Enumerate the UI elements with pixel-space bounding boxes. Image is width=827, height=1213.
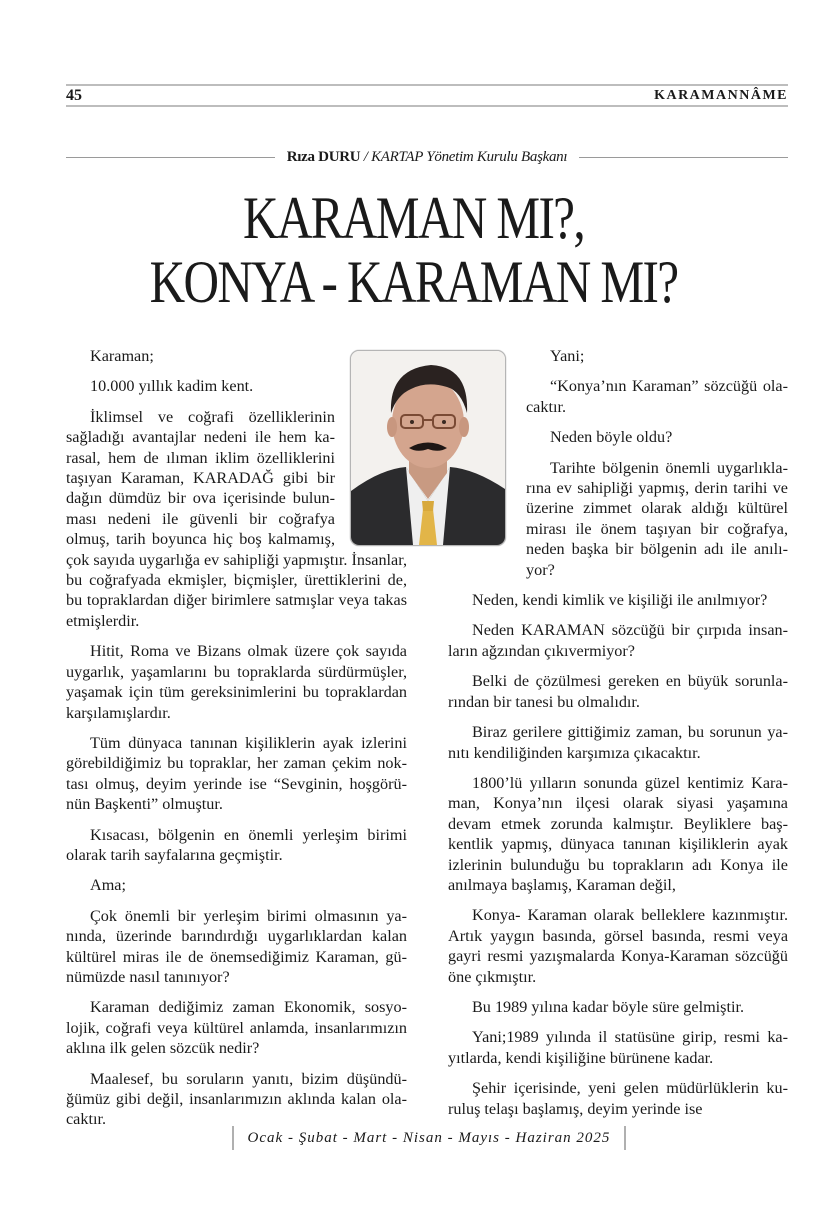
running-header <box>66 88 788 104</box>
title-line-2: KONYA - KARAMAN MI? <box>149 249 678 315</box>
photo-wrap-spacer <box>335 346 407 546</box>
paragraph: Tüm dünyaca tanınan kişiliklerin ayak izlerini görebildiğimiz bu topraklar, her zaman çekim noktası olmuş, deyim yerinde ise “Sevginin, hoşgörünün Başkenti” olmuştur. <box>66 733 407 814</box>
paragraph: Belki de çözülmesi gereken en büyük sorunlarından bir tanesi bu olmalıdır. <box>448 672 788 711</box>
paragraph: Hitit, Roma ve Bizans olmak üzere çok sayıda uygarlık, yaşamlarını bu topraklarda sürdürmüşler, yaşamak için tüm gereksinimlerini bu topraklardan karşılamışlardır. <box>66 642 407 722</box>
magazine-name: KARAMANNÂME <box>654 88 788 103</box>
paragraph: Tarihte bölgenin önemli uygarlıklarına ev sahipliği yapmış, derin tarihi ve üzerine zimmet olarak aldığı kültürel mirası ile önem taşıyan bir coğrafya, neden başka bir bölgenin adı ile anılıyor? <box>526 458 788 579</box>
paragraph: Ama; <box>90 876 126 895</box>
paragraph: Kısacası, bölgenin en önemli yerleşim birimi olarak tarih sayfalarına geçmiştir. <box>66 825 407 864</box>
paragraph: “Konya’nın Karaman” sözcüğü olacaktır. <box>526 377 788 416</box>
header-top-rule <box>66 84 788 86</box>
page-number: 45 <box>66 87 82 104</box>
paragraph: Karaman; <box>90 347 154 365</box>
paragraph: Yani;1989 yılında il statüsüne girip, resmi kayıtlarda, kendi kişiliğine bürünene kadar. <box>448 1028 788 1067</box>
paragraph: 1800’lü yılların sonunda güzel kentimiz Karaman, Konya’nın ilçesi olarak siyasi yaşamına devam etmek zorunda kalmıştır. Beyliklere başkentlik yapmış, dünyaca tanınan kişiliklerin ayak izlerinin bulunduğu bu toprakların adı Konya ile anılmaya başlamış, Karaman değil, <box>448 773 788 894</box>
article-column-left <box>66 346 407 1140</box>
paragraph: Maalesef, bu soruların yanıtı, bizim düşündüğümüz gibi değil, insanlarımızın aklında kalan olacaktır. <box>66 1069 407 1129</box>
issue-footer <box>232 1126 626 1150</box>
paragraph: Bu 1989 yılına kadar böyle süre gelmiştir. <box>472 997 744 1016</box>
author-name: Rıza DURU <box>286 148 361 165</box>
paragraph: Neden KARAMAN sözcüğü bir çırpıda insanların ağzından çıkıvermiyor? <box>448 621 788 660</box>
author-role: KARTAP Yönetim Kurulu Başkanı <box>371 148 568 165</box>
issue-date: Ocak - Şubat - Mart - Nisan - Mayıs - Haziran 2025 <box>247 1129 611 1146</box>
paragraph: Neden, kendi kimlik ve kişiliği ile anılmıyor? <box>472 591 768 610</box>
paragraph: Şehir içerisinde, yeni gelen müdürlüklerin kuruluş telaşı başlamış, deyim yerinde ise <box>448 1079 788 1118</box>
byline <box>275 149 580 166</box>
header-bottom-rule <box>66 105 788 107</box>
paragraph: İklimsel ve coğrafi özelliklerinin sağladığı avantajlar nedeni ile hem karasal, hem de ılıman iklim özelliklerini taşıyan Karaman, KARADAĞ gibi bir dağın dümdüz bir ova içerisinde bulunması nedeni ile güvenli bir coğrafya olmuş, tarih boyunca hiç boş kalmamış, çok sayıda uygarlığa ev sahipliği yapmıştır. İnsanlar, bu coğrafyada ekmişler, biçmişler, ürettiklerini de, bu topraklardan diğer birimlere satmışlar veya takas etmişlerdir. <box>66 407 408 630</box>
paragraph: Konya- Karaman olarak belleklere kazınmıştır. Artık yaygın basında, görsel basında, resmi veya gayri resmi yazışmalarda Konya-Karaman sözcüğü öne çıkmıştır. <box>448 906 788 986</box>
paragraph: Çok önemli bir yerleşim birimi olmasının yanında, üzerinde barındırdığı uygarlıklardan kalan kültürel miras ile de önemsediğimiz Karaman, günümüzde nasıl tanınıyor? <box>66 906 407 986</box>
paragraph: Yani; <box>550 347 585 365</box>
paragraph: Karaman dediğimiz zaman Ekonomik, sosyolojik, coğrafi veya kültürel anlamda, insanlarımızın aklına ilk gelen sözcük nedir? <box>66 998 407 1058</box>
title-line-1: KARAMAN MI?, <box>242 185 585 251</box>
paragraph: Biraz gerilere gittiğimiz zaman, bu sorunun yanıtı kendiliğinden karşımıza çıkacaktır. <box>448 723 788 762</box>
byline-left-rule <box>66 157 275 158</box>
article-title <box>74 186 752 314</box>
byline-row <box>66 146 788 168</box>
byline-separator: / <box>360 148 372 165</box>
article-column-right <box>448 346 788 1129</box>
photo-wrap-spacer <box>448 346 526 586</box>
paragraph: Neden böyle oldu? <box>550 428 673 447</box>
paragraph: 10.000 yıllık kadim kent. <box>90 377 254 396</box>
byline-right-rule <box>579 157 788 158</box>
